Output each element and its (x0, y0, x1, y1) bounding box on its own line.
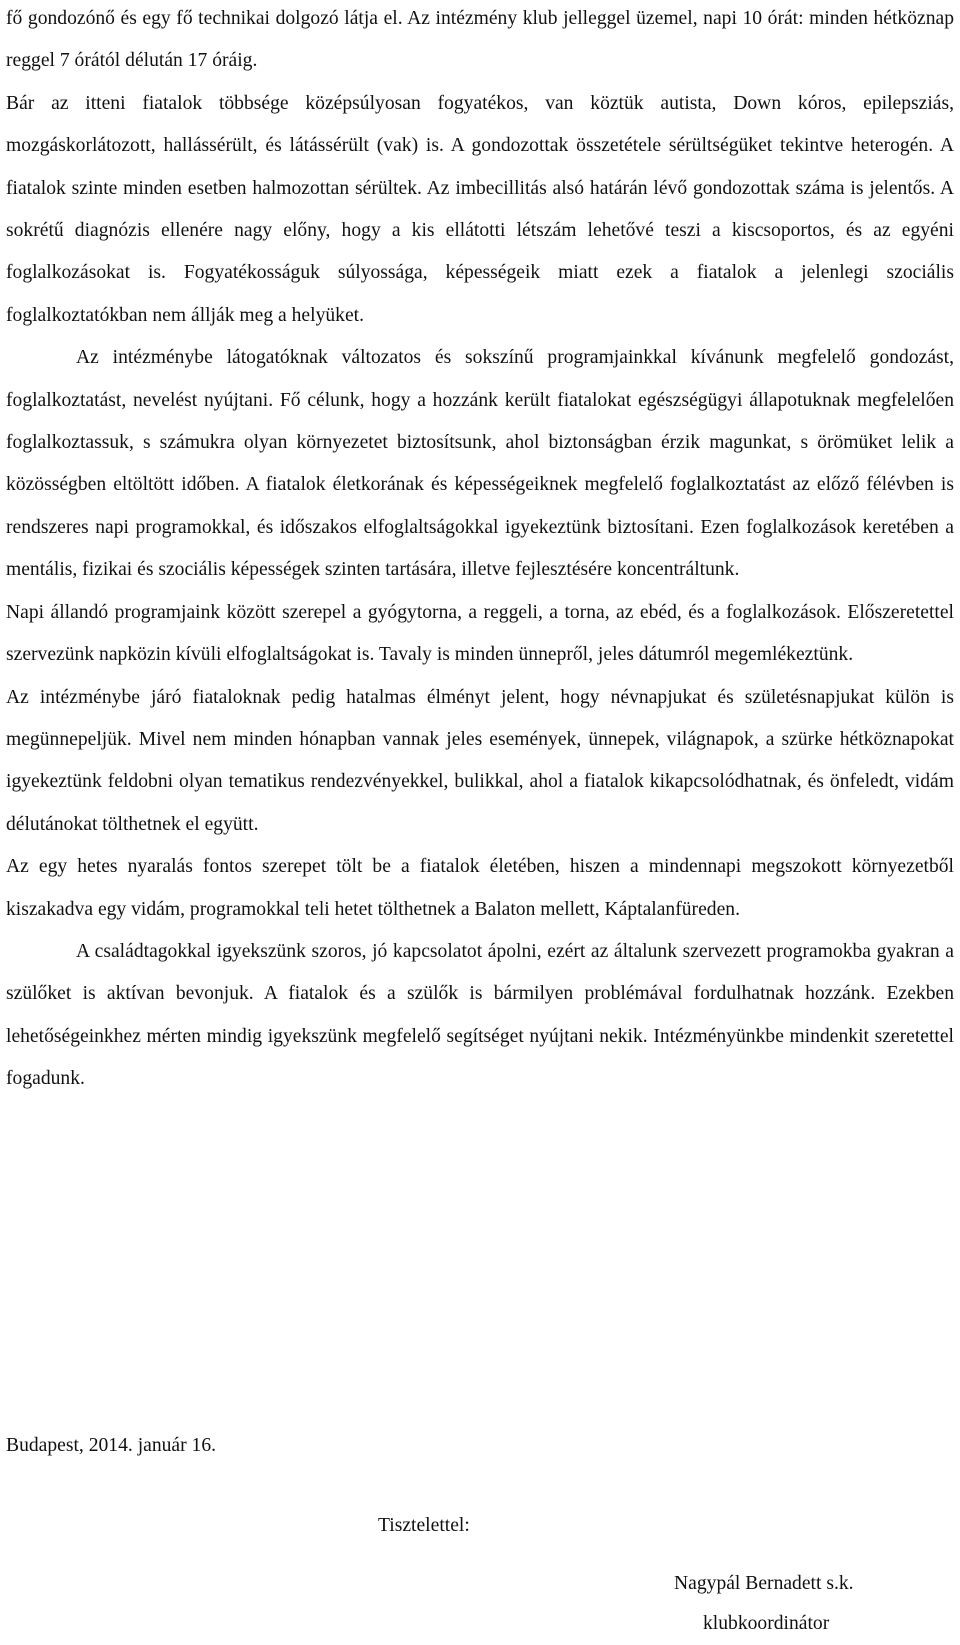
paragraph-goals: Az intézménybe látogatóknak változatos és sokszínű programjainkkal kívánunk megfelelő gondozást, foglalkoztatást, nevelést nyújtani. Fő célunk, hogy a hozzánk került fiatalokat egészségügyi állapotuknak megfelelően foglalkoztassuk, s számukra olyan környezetet biztosítsunk, ahol biztonságban érzik magunkat, s örömüket lelik a közösségben eltöltött időben. A fiatalok életkorának és képességeiknek megfelelő foglalkoztatást az előző félévben is rendszeres napi programokkal, és időszakos elfoglaltságokkal igyekeztünk biztosítani. Ezen foglalkozások keretében a mentális, fizikai és szociális képességek szinten tartására, illetve fejlesztésére koncentráltunk. (6, 347, 954, 581)
date-line: Budapest, 2014. január 16. (6, 1435, 217, 1456)
paragraph-target-group: Bár az itteni fiatalok többsége középsúlyosan fogyatékos, van köztük autista, Down kóros, epilepsziás, mozgáskorlátozott, hallássérült, és látássérült (vak) is. A gondozottak összetétele sérültségüket tekintve heterogén. A fiatalok szinte minden esetben halmozottan sérültek. Az imbecillitás alsó határán lévő gondozottak száma is jelentős. A sokrétű diagnózis ellenére nagy előny, hogy a kis ellátotti létszám lehetővé teszi a kiscsoportos, és az egyéni foglalkozásokat is. Fogyatékosságuk súlyossága, képességeik miatt ezek a fiatalok a jelenlegi szociális foglalkoztatókban nem állják meg a helyüket. (6, 92, 954, 326)
paragraph-daily-programs: Napi állandó programjaink között szerepel a gyógytorna, a reggeli, a torna, az ebéd, és a foglalkozások. Előszeretettel szervezünk napközin kívüli elfoglaltságokat is. Tavaly is minden ünnepről, jeles dátumról megemlékeztünk. (6, 601, 954, 666)
signer-title: klubkoordinátor (703, 1613, 830, 1634)
paragraph-family: A családtagokkal igyekszünk szoros, jó kapcsolatot ápolni, ezért az általunk szervezett programokba gyakran a szülőket is aktívan bevonjuk. A fiatalok és a szülők is bármilyen problémával fordulhatnak hozzánk. Ezekben lehetőségeinkhez mérten mindig igyekszünk megfelelő segítséget nyújtani nekik. Intézményünkbe mindenkit szeretettel fogadunk. (6, 940, 954, 1090)
paragraph-opening-hours: fő gondozónő és egy fő technikai dolgozó látja el. Az intézmény klub jelleggel üzemel, napi 10 órát: minden hétköznap reggel 7 órától délután 17 óráig. (6, 8, 954, 72)
closing-greeting: Tisztelettel: (378, 1515, 470, 1536)
document-body (6, 0, 954, 1101)
signer-name: Nagypál Bernadett s.k. (674, 1573, 854, 1594)
paragraph-celebrations: Az intézménybe járó fiataloknak pedig hatalmas élményt jelent, hogy névnapjukat és születésnapjukat külön is megünnepeljük. Mivel nem minden hónapban vannak jeles események, ünnepek, világnapok, a szürke hétköznapokat igyekeztünk feldobni olyan tematikus rendezvényekkel, bulikkal, ahol a fiatalok kikapcsolódhatnak, és önfeledt, vidám délutánokat tölthetnek el együtt. (6, 686, 954, 835)
paragraph-holiday: Az egy hetes nyaralás fontos szerepet tölt be a fiatalok életében, hiszen a mindennapi megszokott környezetből kiszakadva egy vidám, programokkal teli hetet tölthetnek a Balaton mellett, Káptalanfüreden. (6, 856, 954, 920)
